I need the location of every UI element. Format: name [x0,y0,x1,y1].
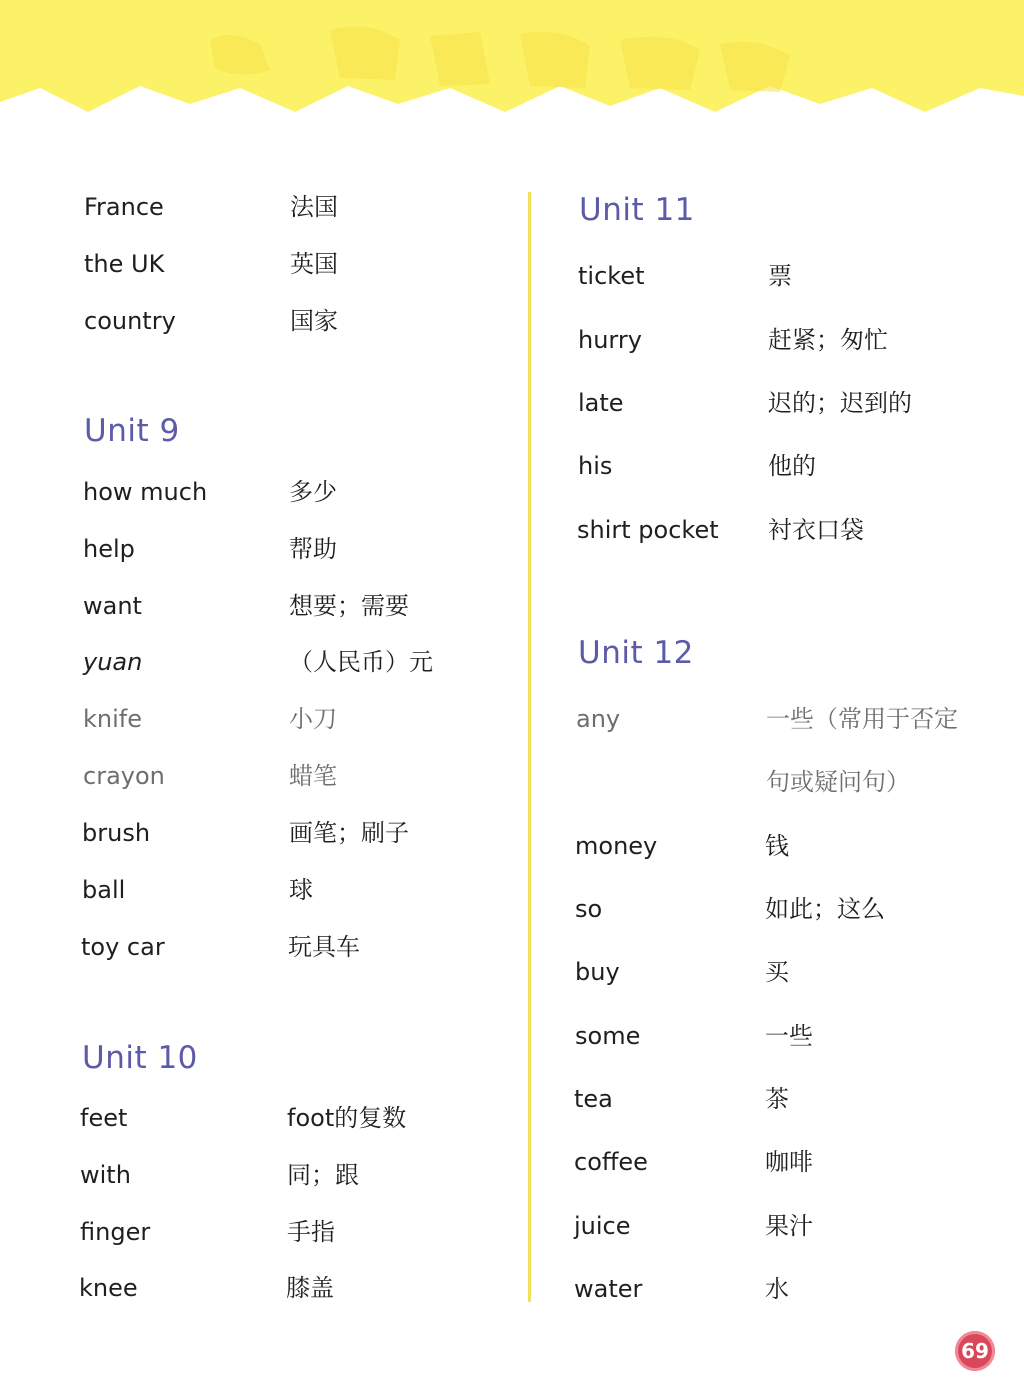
word-zh: 蜡笔 [289,762,337,790]
word-en: France [84,193,164,221]
word-zh: 一些 [765,1022,813,1050]
word-en: finger [80,1218,151,1246]
word-zh: （人民币）元 [289,648,433,676]
word-en: crayon [83,762,165,790]
word-zh: 手指 [287,1218,335,1246]
word-en: juice [574,1212,631,1240]
unit-12-heading: Unit 12 [578,635,694,671]
page-number: 69 [955,1331,995,1371]
word-zh: 如此；这么 [765,895,885,923]
word-en: tea [574,1085,613,1113]
word-en: toy car [81,933,165,961]
word-zh: 球 [289,876,313,904]
word-zh: 想要；需要 [289,592,409,620]
word-en: so [575,895,603,923]
word-zh: 英国 [290,250,338,278]
header-banner [0,0,1024,140]
word-zh: 法国 [290,193,338,221]
word-en: ball [82,876,126,904]
word-en: hurry [578,326,642,354]
word-en: feet [80,1104,128,1132]
word-zh-continued: 句或疑问句） [766,768,910,796]
word-zh: 票 [768,262,792,290]
word-zh: 多少 [289,478,337,506]
word-en: shirt pocket [577,516,719,544]
word-zh: 小刀 [289,705,337,733]
word-zh: 同；跟 [287,1161,359,1189]
word-en: how much [83,478,208,506]
word-en: the UK [84,250,165,278]
banner-graphic [0,0,1024,140]
word-en: money [575,832,658,860]
word-zh: foot的复数 [287,1104,407,1132]
word-en: any [576,705,621,733]
word-en: buy [575,958,620,986]
word-zh: 买 [765,958,789,986]
word-en: brush [82,819,151,847]
word-en: knee [79,1274,138,1302]
word-en: country [84,307,176,335]
word-zh: 迟的；迟到的 [768,389,912,417]
word-zh: 膝盖 [286,1274,334,1302]
word-zh: 钱 [765,832,789,860]
word-zh: 帮助 [289,535,337,563]
unit-11-heading: Unit 11 [579,192,695,228]
word-en: with [80,1161,131,1189]
word-en: some [575,1022,641,1050]
word-zh: 果汁 [765,1212,813,1240]
word-zh: 玩具车 [288,933,360,961]
word-zh: 茶 [765,1085,789,1113]
word-en: his [578,452,613,480]
unit-9-heading: Unit 9 [84,413,180,449]
word-en: yuan [83,648,143,676]
word-en: knife [83,705,142,733]
word-en: late [578,389,624,417]
word-zh: 他的 [768,452,816,480]
word-en: want [83,592,142,620]
word-zh: 一些（常用于否定 [766,705,958,733]
word-zh: 水 [765,1275,789,1303]
word-zh: 画笔；刷子 [289,819,409,847]
word-en: ticket [578,262,645,290]
word-en: help [83,535,135,563]
word-en: coffee [574,1148,648,1176]
word-zh: 衬衣口袋 [768,516,864,544]
word-en: water [574,1275,643,1303]
unit-10-heading: Unit 10 [82,1040,198,1076]
column-divider [528,192,531,1302]
word-zh: 咖啡 [765,1148,813,1176]
word-zh: 赶紧；匆忙 [768,326,888,354]
word-zh: 国家 [290,307,338,335]
